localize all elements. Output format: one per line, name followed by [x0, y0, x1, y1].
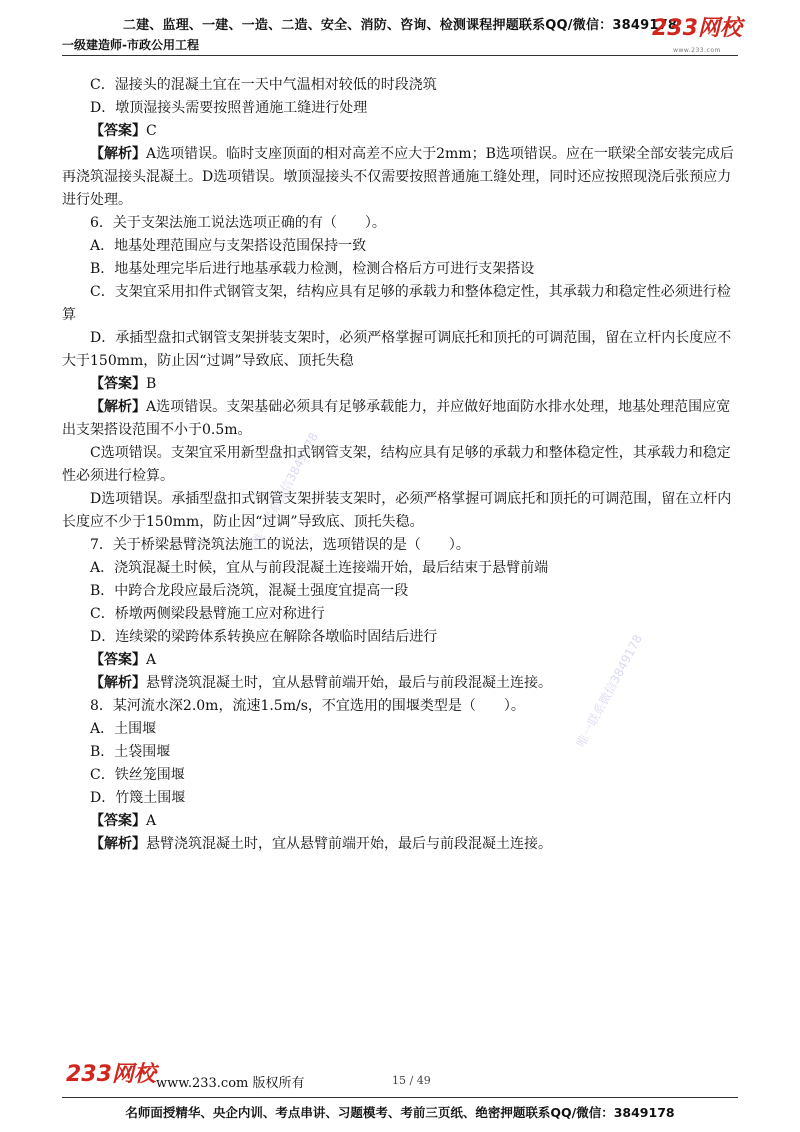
answer-value: C [146, 123, 157, 139]
q6-option-c: C．支架宜采用扣件式钢管支架，结构应具有足够的承载力和整体稳定性，其承载力和稳定性必须进行检算 [62, 284, 731, 323]
q7-answer [62, 649, 738, 672]
q8-analysis [62, 833, 738, 856]
analysis-text: A选项错误。支架基础必须具有足够承载能力，并应做好地面防水排水处理，地基处理范围应宽出支架搭设范围不小于0.5m。 [62, 399, 731, 438]
q5-answer [62, 120, 738, 143]
q7-option-d: D．连续梁的梁跨体系转换应在解除各墩临时固结后进行 [90, 629, 438, 645]
answer-label: 【答案】 [90, 376, 146, 392]
q8-option-c: C．铁丝笼围堰 [90, 767, 185, 783]
q5-option-c: C．湿接头的混凝土宜在一天中气温相对较低的时段浇筑 [90, 77, 437, 93]
q6-option-d: D．承插型盘扣式钢管支架拼装支架时，必须严格掌握可调底托和顶托的可调范围，留在立杆内长度应不大于150mm，防止因“过调”导致底、顶托失稳 [62, 330, 732, 369]
footer-divider [62, 1097, 738, 1098]
q5-option-d: D．墩顶湿接头需要按照普通施工缝进行处理 [90, 100, 368, 116]
answer-value: A [146, 652, 157, 668]
brand-logo-bottom: 233网校 [66, 1062, 156, 1087]
q8-answer [62, 810, 738, 833]
brand-logo-url: www.233.com [673, 47, 721, 54]
q6-answer [62, 373, 738, 396]
q7-option-c: C．桥墩两侧梁段悬臂施工应对称进行 [90, 606, 325, 622]
watermark: 唯一联系微信3849178 [249, 430, 322, 548]
q8-option-a: A．土围堰 [90, 721, 157, 737]
analysis-text: 悬臂浇筑混凝土时，宜从悬臂前端开始，最后与前段混凝土连接。 [146, 836, 552, 852]
answer-label: 【答案】 [90, 652, 146, 668]
q6-analysis-2: C选项错误。支架宜采用新型盘扣式钢管支架，结构应具有足够的承载力和整体稳定性，其承载力和稳定性必须进行检算。 [62, 445, 731, 484]
analysis-text: A选项错误。临时支座顶面的相对高差不应大于2mm；B选项错误。应在一联梁全部安装完成后再浇筑湿接头混凝土。D选项错误。墩顶湿接头不仅需要按照普通施工缝处理，同时还应按照现浇后张预应力进行处理。 [62, 146, 734, 208]
q8-option-d: D．竹篾土围堰 [90, 790, 186, 806]
footer-contact-line: 名师面授精华、央企内训、考点串讲、习题模考、考前三页纸、绝密押题联系QQ/微信：3849178 [125, 1105, 675, 1120]
header-subject: 一级建造师-市政公用工程 [62, 38, 199, 52]
header-divider [62, 55, 738, 56]
analysis-label: 【解析】 [90, 675, 146, 691]
page-number: 15 / 49 [392, 1074, 431, 1087]
analysis-label: 【解析】 [90, 399, 146, 415]
answer-label: 【答案】 [90, 123, 146, 139]
brand-logo-text: 233网校 [652, 16, 742, 41]
answer-value: B [146, 376, 157, 392]
analysis-text: 悬臂浇筑混凝土时，宜从悬臂前端开始，最后与前段混凝土连接。 [146, 675, 552, 691]
q7-option-a: A．浇筑混凝土时候，宜从与前段混凝土连接端开始，最后结束于悬臂前端 [90, 560, 549, 576]
q7-question: 7．关于桥梁悬臂浇筑法施工的说法，选项错误的是（ ）。 [90, 537, 470, 553]
watermark: 唯一联系微信3849178 [573, 632, 646, 750]
document-body [62, 74, 738, 856]
q6-question: 6．关于支架法施工说法选项正确的有（ ）。 [90, 215, 386, 231]
answer-label: 【答案】 [90, 813, 146, 829]
q7-option-b: B．中跨合龙段应最后浇筑，混凝土强度宜提高一段 [90, 583, 409, 599]
footer-copyright: www.233.com 版权所有 [156, 1076, 305, 1091]
q5-analysis [62, 143, 738, 212]
q7-analysis [62, 672, 738, 695]
analysis-label: 【解析】 [90, 146, 146, 162]
analysis-label: 【解析】 [90, 836, 146, 852]
q6-analysis-3: D选项错误。承插型盘扣式钢管支架拼装支架时，必须严格掌握可调底托和顶托的可调范围，留在立杆内长度应不少于150mm，防止因“过调”导致底、顶托失稳。 [62, 491, 732, 530]
q8-option-b: B．土袋围堰 [90, 744, 171, 760]
header-contact-line: 二建、监理、一建、一造、二造、安全、消防、咨询、检测课程押题联系QQ/微信：3849178 [122, 18, 678, 33]
answer-value: A [146, 813, 157, 829]
q8-question: 8．某河流水深2.0m，流速1.5m/s，不宜选用的围堰类型是（ ）。 [90, 698, 525, 714]
q6-option-b: B．地基处理完毕后进行地基承载力检测，检测合格后方可进行支架搭设 [90, 261, 535, 277]
q6-option-a: A．地基处理范围应与支架搭设范围保持一致 [90, 238, 367, 254]
q6-analysis [62, 396, 738, 442]
